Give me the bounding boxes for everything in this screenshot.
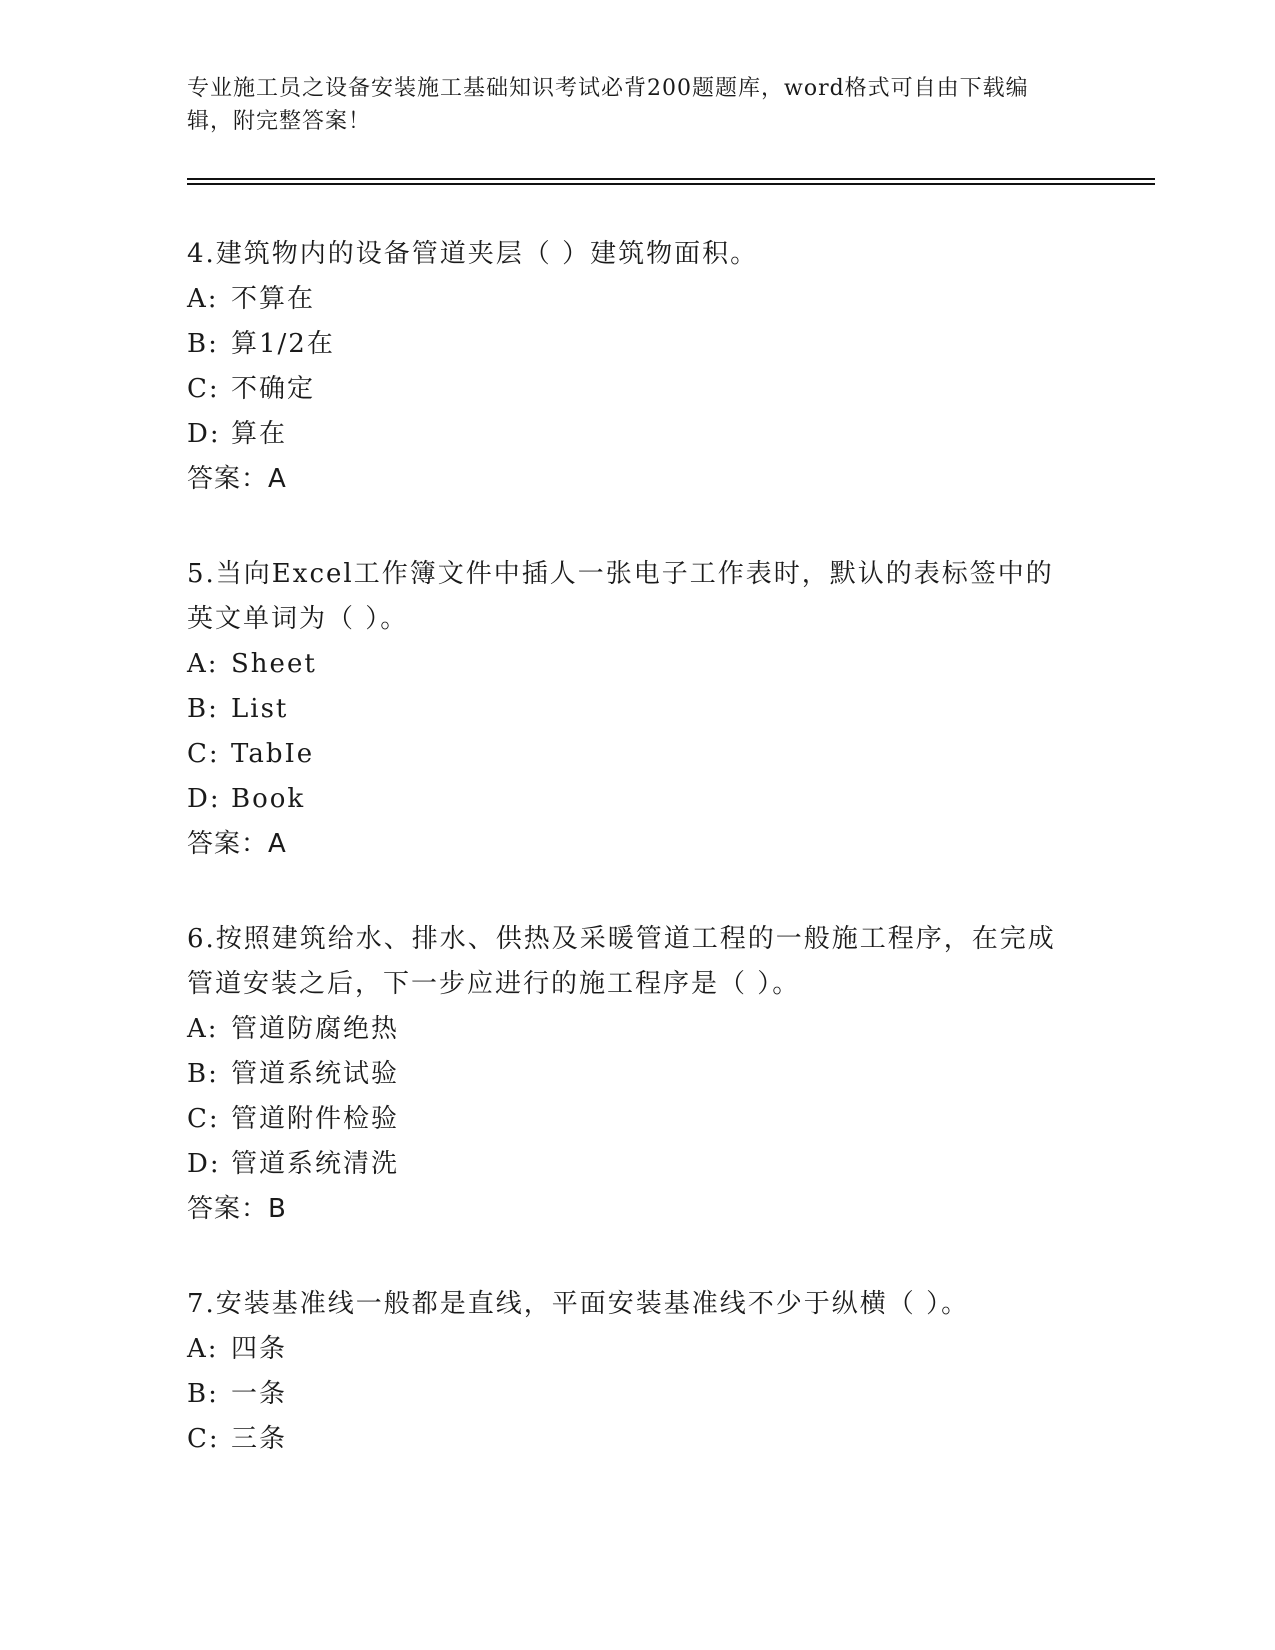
option-text: TabIe xyxy=(231,739,315,769)
option-d xyxy=(187,777,1067,822)
option-b xyxy=(187,1052,1067,1097)
option-letter: A: xyxy=(187,649,219,679)
option-letter: D: xyxy=(187,784,221,814)
option-text: 三条 xyxy=(231,1424,288,1454)
question-5 xyxy=(187,552,1067,867)
option-letter: B: xyxy=(187,1379,219,1409)
option-d xyxy=(187,1142,1067,1187)
header-rule-bottom xyxy=(187,183,1155,185)
document-title: 专业施工员之设备安装施工基础知识考试必背200题题库，word格式可自由下载编辑，附完整答案！ xyxy=(187,76,1029,134)
option-letter: C: xyxy=(187,374,220,404)
option-d xyxy=(187,412,1067,457)
option-a xyxy=(187,1007,1067,1052)
question-text: 4.建筑物内的设备管道夹层（ ）建筑物面积。 xyxy=(187,239,759,269)
option-c xyxy=(187,367,1067,412)
option-letter: A: xyxy=(187,1014,219,1044)
option-text: 不确定 xyxy=(231,374,316,404)
option-letter: D: xyxy=(187,1149,221,1179)
option-a xyxy=(187,277,1067,322)
option-text: 不算在 xyxy=(231,284,316,314)
header-rule-top xyxy=(187,178,1155,180)
option-letter: A: xyxy=(187,284,219,314)
question-6 xyxy=(187,917,1067,1232)
option-text: 算在 xyxy=(231,419,288,449)
option-letter: C: xyxy=(187,739,220,769)
answer-text: 答案：A xyxy=(187,464,287,494)
option-letter: C: xyxy=(187,1104,220,1134)
question-text: 5.当向Excel工作簿文件中插人一张电子工作表时，默认的表标签中的英文单词为（ ）。 xyxy=(187,559,1054,634)
option-text: Book xyxy=(231,784,306,814)
question-text: 6.按照建筑给水、排水、供热及采暖管道工程的一般施工程序，在完成管道安装之后，下一步应进行的施工程序是（ ）。 xyxy=(187,924,1056,999)
option-text: 管道系统清洗 xyxy=(231,1149,400,1179)
option-letter: B: xyxy=(187,694,219,724)
option-letter: B: xyxy=(187,1059,219,1089)
option-b xyxy=(187,1372,1067,1417)
option-c xyxy=(187,732,1067,777)
option-b xyxy=(187,687,1067,732)
document-header xyxy=(187,72,1067,138)
option-text: 管道系统试验 xyxy=(231,1059,400,1089)
option-a xyxy=(187,642,1067,687)
answer-text: 答案：B xyxy=(187,1194,287,1224)
answer-text: 答案：A xyxy=(187,829,287,859)
option-a xyxy=(187,1327,1067,1372)
option-letter: A: xyxy=(187,1334,219,1364)
option-b xyxy=(187,322,1067,367)
option-letter: D: xyxy=(187,419,221,449)
option-text: 管道防腐绝热 xyxy=(231,1014,400,1044)
option-text: 四条 xyxy=(231,1334,288,1364)
option-text: List xyxy=(231,694,289,724)
option-text: 算1/2在 xyxy=(231,329,335,359)
option-c xyxy=(187,1417,1067,1462)
option-c xyxy=(187,1097,1067,1142)
option-text: 一条 xyxy=(231,1379,288,1409)
option-letter: C: xyxy=(187,1424,220,1454)
question-text: 7.安装基准线一般都是直线，平面安装基准线不少于纵横（ ）。 xyxy=(187,1289,970,1319)
question-4 xyxy=(187,232,1067,502)
question-7 xyxy=(187,1282,1067,1462)
option-text: Sheet xyxy=(231,649,317,679)
option-letter: B: xyxy=(187,329,219,359)
option-text: 管道附件检验 xyxy=(231,1104,400,1134)
